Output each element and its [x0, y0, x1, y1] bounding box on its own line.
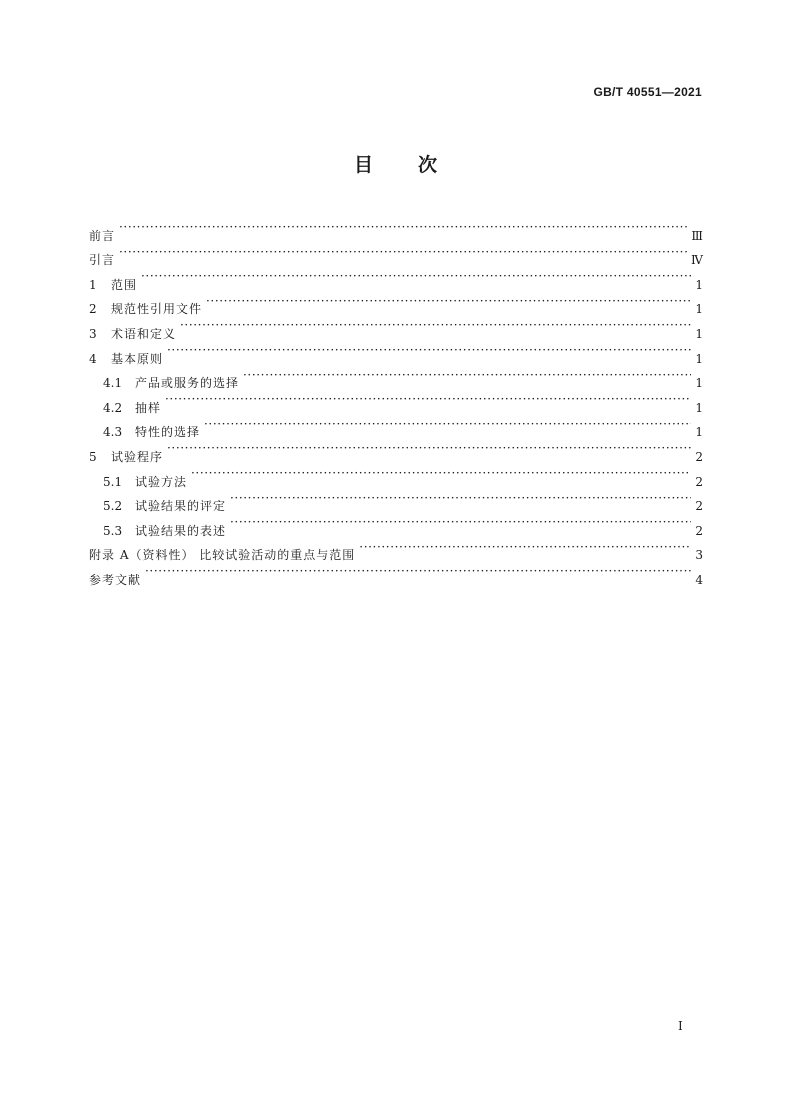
- toc-entry[interactable]: [89, 264, 703, 292]
- toc-entry-label: 特性的选择: [135, 425, 201, 440]
- toc-entry[interactable]: [89, 436, 703, 464]
- toc-entry[interactable]: [89, 338, 703, 366]
- toc-entry-page: 2: [695, 449, 703, 464]
- toc-entry[interactable]: [89, 461, 703, 489]
- toc-entry[interactable]: [89, 412, 703, 440]
- toc-entry-page: 1: [695, 425, 703, 440]
- title-char-left: 目: [353, 154, 374, 176]
- toc-entry-label: 试验程序: [111, 449, 164, 464]
- dot-leader: [119, 240, 687, 265]
- toc-entry-label: 基本原则: [111, 351, 164, 366]
- toc-entry-number: 4.2: [103, 400, 123, 415]
- dot-leader: [191, 461, 691, 486]
- toc-entry[interactable]: [89, 559, 703, 587]
- dot-leader: [206, 289, 691, 314]
- toc-entry-number: 1: [89, 277, 97, 292]
- toc-entry-page: 1: [695, 376, 703, 391]
- toc-entry[interactable]: [89, 387, 703, 415]
- toc-entry-label: 参考文献: [89, 572, 142, 587]
- table-of-contents: [89, 215, 703, 587]
- toc-entry-label: 规范性引用文件: [111, 302, 203, 317]
- toc-entry-label: 试验方法: [135, 474, 188, 489]
- toc-entry-number: 5.1: [103, 474, 123, 489]
- toc-entry[interactable]: [89, 313, 703, 341]
- dot-leader: [165, 387, 691, 412]
- toc-entry-page: 3: [695, 548, 703, 563]
- toc-entry-page: 4: [695, 572, 703, 587]
- toc-entry-label: 附录 A（资料性） 比较试验活动的重点与范围: [89, 548, 356, 563]
- dot-leader: [230, 486, 691, 511]
- toc-entry-label: 引言: [89, 253, 116, 268]
- toc-entry-label: 范围: [111, 277, 138, 292]
- toc-entry-page: 1: [695, 277, 703, 292]
- dot-leader: [359, 535, 691, 560]
- standard-number: GB/T 40551—2021: [593, 85, 702, 99]
- dot-leader: [119, 215, 687, 240]
- toc-entry[interactable]: [89, 289, 703, 317]
- toc-entry-label: 前言: [89, 228, 116, 243]
- toc-entry-page: 1: [695, 302, 703, 317]
- toc-entry-number: 5.3: [103, 523, 123, 538]
- dot-leader: [230, 510, 691, 535]
- toc-entry-page: 2: [695, 474, 703, 489]
- toc-entry-number: 4.3: [103, 425, 123, 440]
- title-char-right: 次: [418, 154, 439, 176]
- dot-leader: [145, 559, 691, 584]
- dot-leader: [204, 412, 691, 437]
- dot-leader: [167, 338, 691, 363]
- page-number: I: [678, 1019, 683, 1033]
- toc-entry-label: 产品或服务的选择: [135, 376, 240, 391]
- dot-leader: [180, 313, 691, 338]
- dot-leader: [243, 363, 691, 388]
- toc-entry-page: 2: [695, 499, 703, 514]
- toc-entry-page: 1: [695, 326, 703, 341]
- toc-entry-page: 2: [695, 523, 703, 538]
- toc-entry-page: Ⅲ: [691, 228, 703, 243]
- dot-leader: [167, 436, 691, 461]
- toc-entry-page: Ⅳ: [691, 253, 703, 268]
- toc-entry-number: 5: [89, 449, 97, 464]
- toc-entry-number: 5.2: [103, 499, 123, 514]
- toc-entry-number: 2: [89, 302, 97, 317]
- page-title: [0, 150, 792, 177]
- toc-entry[interactable]: [89, 215, 703, 243]
- dot-leader: [141, 264, 691, 289]
- toc-entry-number: 4: [89, 351, 97, 366]
- toc-entry-label: 试验结果的评定: [135, 499, 227, 514]
- toc-entry-number: 3: [89, 326, 97, 341]
- toc-entry-label: 抽样: [135, 400, 162, 415]
- toc-entry-number: 4.1: [103, 376, 123, 391]
- toc-entry-label: 术语和定义: [111, 326, 177, 341]
- toc-entry-page: 1: [695, 400, 703, 415]
- toc-entry[interactable]: [89, 240, 703, 268]
- toc-entry-label: 试验结果的表述: [135, 523, 227, 538]
- toc-entry-page: 1: [695, 351, 703, 366]
- toc-entry[interactable]: [89, 363, 703, 391]
